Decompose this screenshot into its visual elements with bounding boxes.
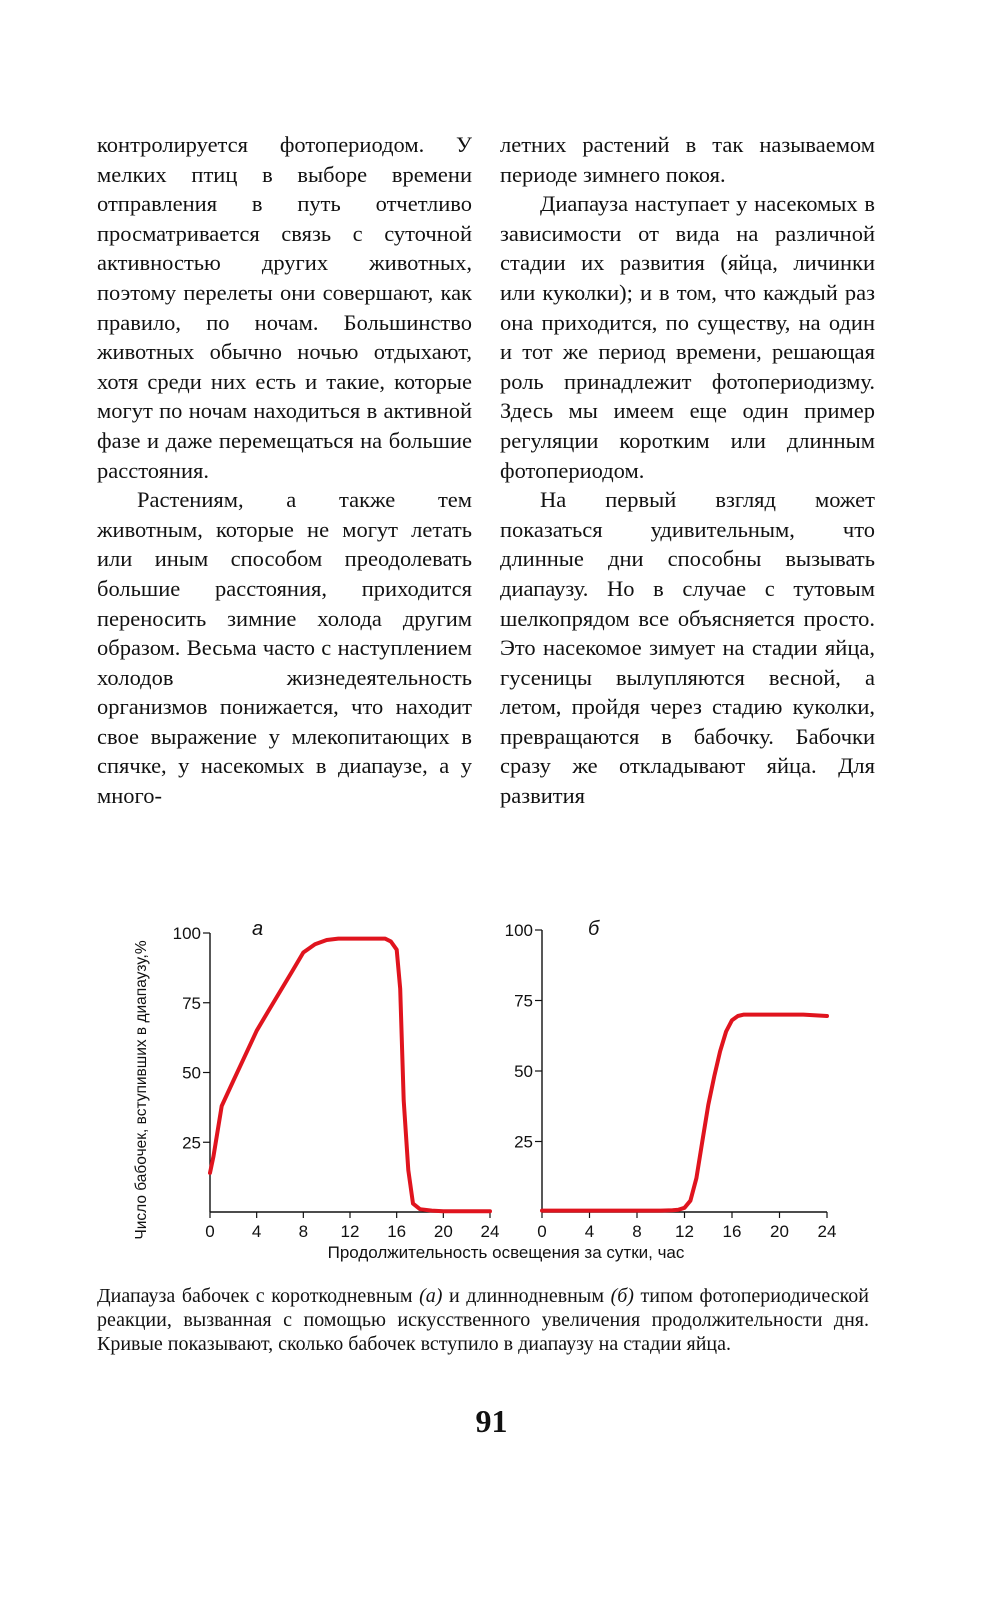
series-line [210, 939, 490, 1212]
x-tick-label: 24 [480, 1222, 500, 1241]
figure-caption [97, 1284, 869, 1356]
x-axis-label: Продолжительность освещения за сутки, час [327, 1243, 685, 1262]
panel-label: б [588, 918, 600, 940]
y-tick-label: 75 [514, 991, 533, 1011]
x-tick-label: 20 [770, 1222, 789, 1241]
x-tick-label: 8 [298, 1222, 309, 1241]
diapause-charts [100, 905, 890, 1270]
x-tick-label: 12 [340, 1222, 360, 1241]
paragraph: Растениям, а также тем животным, которые не могут летать или иным способом преодолевать большие расстояния, приходится переносить зимние холода другим образом. Весьма часто с наступлением холодов жизнедеятельность организмов понижается, что находит свое выражение у млекопитающих в спячке, у насекомых в диапаузе, а у много- [97, 487, 472, 809]
x-tick-label: 12 [675, 1222, 694, 1241]
x-tick-label: 8 [632, 1222, 642, 1241]
right-column [500, 130, 875, 811]
caption-text: Диапауза бабочек с короткодневным [97, 1285, 420, 1307]
y-axis-label: Число бабочек, вступивших в диапаузу,% [133, 940, 150, 1240]
x-tick-label: 20 [433, 1222, 453, 1241]
x-tick-label: 4 [584, 1222, 595, 1241]
paragraph: летних растений в так называемом периоде зимнего покоя. [500, 132, 875, 187]
paragraph: контролируется фотопериодом. У мелких птиц в выборе времени отправления в путь отчетливо просматривается связь с суточной активностью других животных, поэтому перелеты они совершают, как правило, по ночам. Большинство животных обычно ночью отдыхают, хотя среди них есть и такие, которые могут по ночам находиться в активной фазе и даже перемещаться на большие расстояния. [97, 132, 472, 483]
x-tick-label: 0 [205, 1222, 215, 1241]
caption-label-a: (а) [419, 1285, 443, 1307]
caption-text: типом фотопериодической реакции, вызванная с помощью искусственного увеличения продолжительности дня. Кривые показывают, сколько бабочек вступило в диапаузу на стадии яйца. [97, 1285, 869, 1355]
left-column [97, 130, 472, 811]
x-tick-label: 16 [722, 1222, 742, 1241]
paragraph: На первый взгляд может показаться удивительным, что длинные дни способны вызывать диапаузу. Но в случае с тутовым шелкопрядом все объясняется просто. Это насекомое зимует на стадии яйца, гусеницы вылупляются весной, а летом, пройдя через стадию куколки, превращаются в бабочку. Бабочки сразу же откладывают яйца. Для развития [500, 487, 875, 809]
chart-panel-a [173, 918, 500, 1241]
x-tick-label: 0 [537, 1222, 547, 1241]
y-tick-label: 25 [514, 1132, 533, 1152]
y-tick-label: 50 [182, 1063, 201, 1083]
y-tick-label: 100 [172, 924, 201, 943]
y-tick-label: 75 [182, 993, 201, 1013]
series-line [542, 1015, 827, 1211]
x-tick-label: 4 [251, 1222, 262, 1241]
page-number: 91 [475, 1403, 508, 1439]
paragraph: Диапауза наступает у насекомых в зависимости от вида на различной стадии их развития (яйца, личинки или куколки); и в том, что каждый раз она приходится, по существу, на один и тот же период времени, решающая роль принадлежит фотопериодизму. Здесь мы имеем еще один пример регуляции коротким или длинным фотопериодом. [500, 191, 875, 483]
x-tick-label: 16 [387, 1222, 407, 1241]
y-tick-label: 25 [182, 1133, 201, 1153]
x-tick-label: 24 [817, 1222, 837, 1241]
y-tick-label: 50 [514, 1062, 533, 1081]
caption-text: и длиннодневным [442, 1285, 611, 1307]
caption-label-b: (б) [610, 1285, 634, 1307]
panel-label: а [252, 918, 264, 940]
y-tick-label: 100 [504, 921, 533, 940]
chart-panel-b [505, 918, 837, 1241]
